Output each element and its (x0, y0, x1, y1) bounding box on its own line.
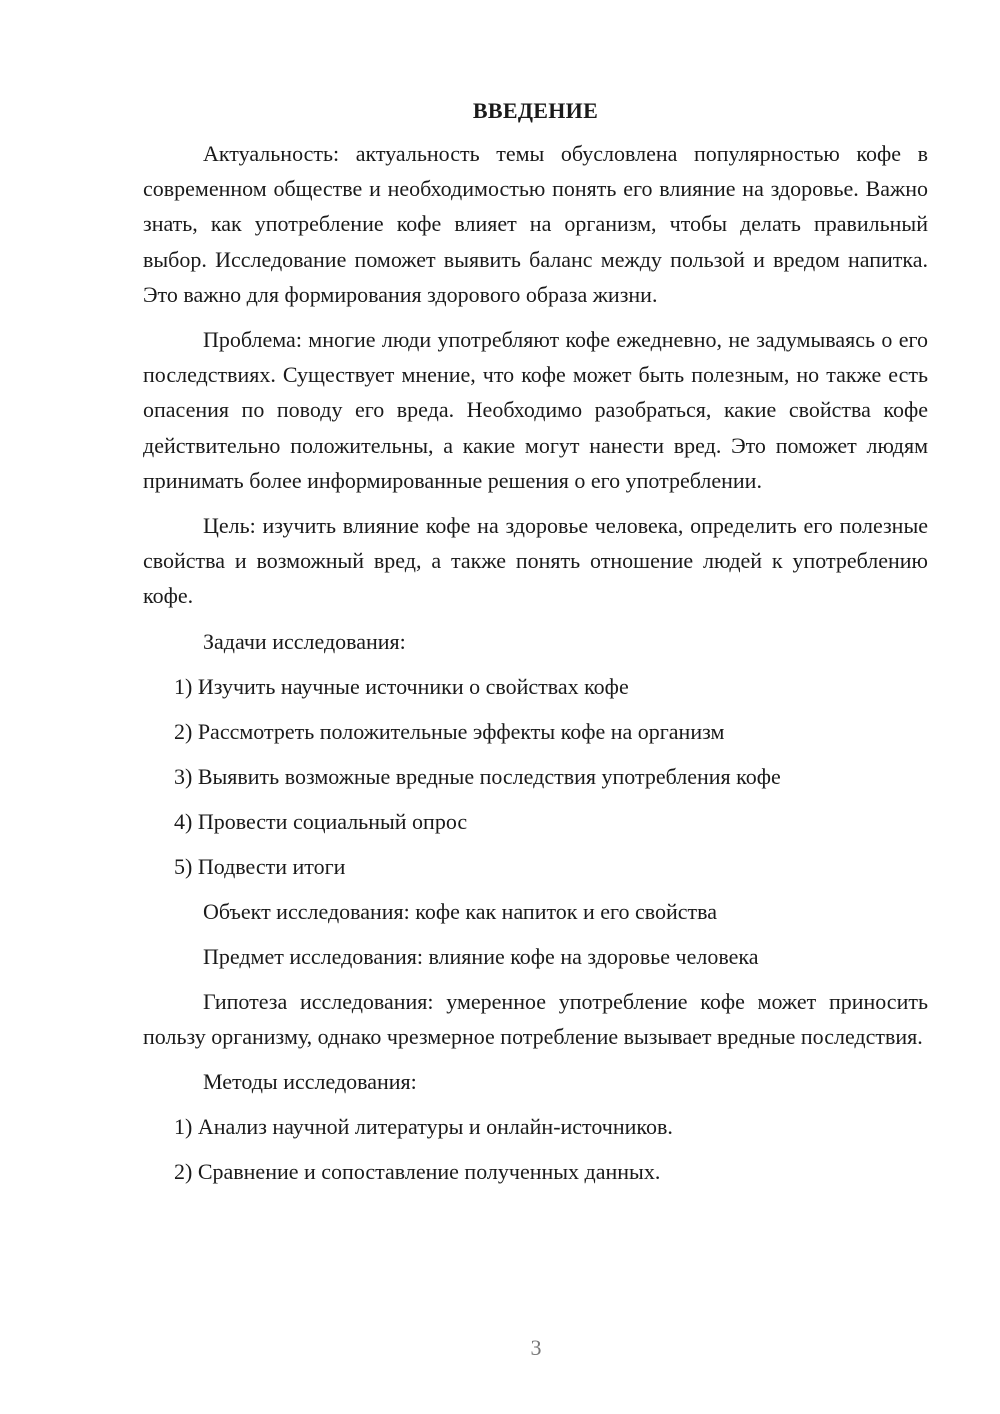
goal-paragraph: Цель: изучить влияние кофе на здоровье человека, определить его полезные свойства и возможный вред, а также понять отношение людей к употреблению кофе. (143, 513, 928, 609)
methods-list (143, 1109, 928, 1189)
list-item: 2) Рассмотреть положительные эффекты кофе на организм (174, 718, 725, 744)
page-number: 3 (530, 1335, 542, 1360)
section-title: ВВЕДЕНИЕ (472, 98, 599, 123)
list-item: 2) Сравнение и сопоставление полученных данных. (174, 1159, 661, 1185)
list-item: 1) Анализ научной литературы и онлайн-источников. (174, 1114, 673, 1140)
document-page (143, 93, 928, 1189)
hypothesis-paragraph: Гипотеза исследования: умеренное употребление кофе может приносить пользу организму, однако чрезмерное потребление вызывает вредные последствия. (143, 988, 928, 1049)
list-item: 4) Провести социальный опрос (174, 808, 468, 834)
list-item: 5) Подвести итоги (174, 853, 346, 879)
list-item: 3) Выявить возможные вредные последствия употребления кофе (174, 763, 781, 789)
tasks-heading: Задачи исследования: (203, 628, 406, 654)
relevance-paragraph: Актуальность: актуальность темы обусловлена популярностью кофе в современном обществе и необходимостью понять его влияние на здоровье. Важно знать, как употребление кофе влияет на организм, чтобы делать правильный выбор. Исследование поможет выявить баланс между пользой и вредом напитка. Это важно для формирования здорового образа жизни. (143, 141, 928, 307)
methods-heading: Методы исследования: (203, 1069, 417, 1095)
research-subject: Предмет исследования: влияние кофе на здоровье человека (203, 943, 759, 969)
research-object: Объект исследования: кофе как напиток и его свойства (203, 898, 718, 924)
tasks-list (143, 669, 928, 884)
problem-paragraph: Проблема: многие люди употребляют кофе ежедневно, не задумываясь о его последствиях. Существует мнение, что кофе может быть полезным, но также есть опасения по поводу его вреда. Необходимо разобраться, какие свойства кофе действительно положительны, а какие могут нанести вред. Это поможет людям принимать более информированные решения о его употреблении. (143, 327, 928, 493)
list-item: 1) Изучить научные источники о свойствах кофе (174, 673, 629, 699)
